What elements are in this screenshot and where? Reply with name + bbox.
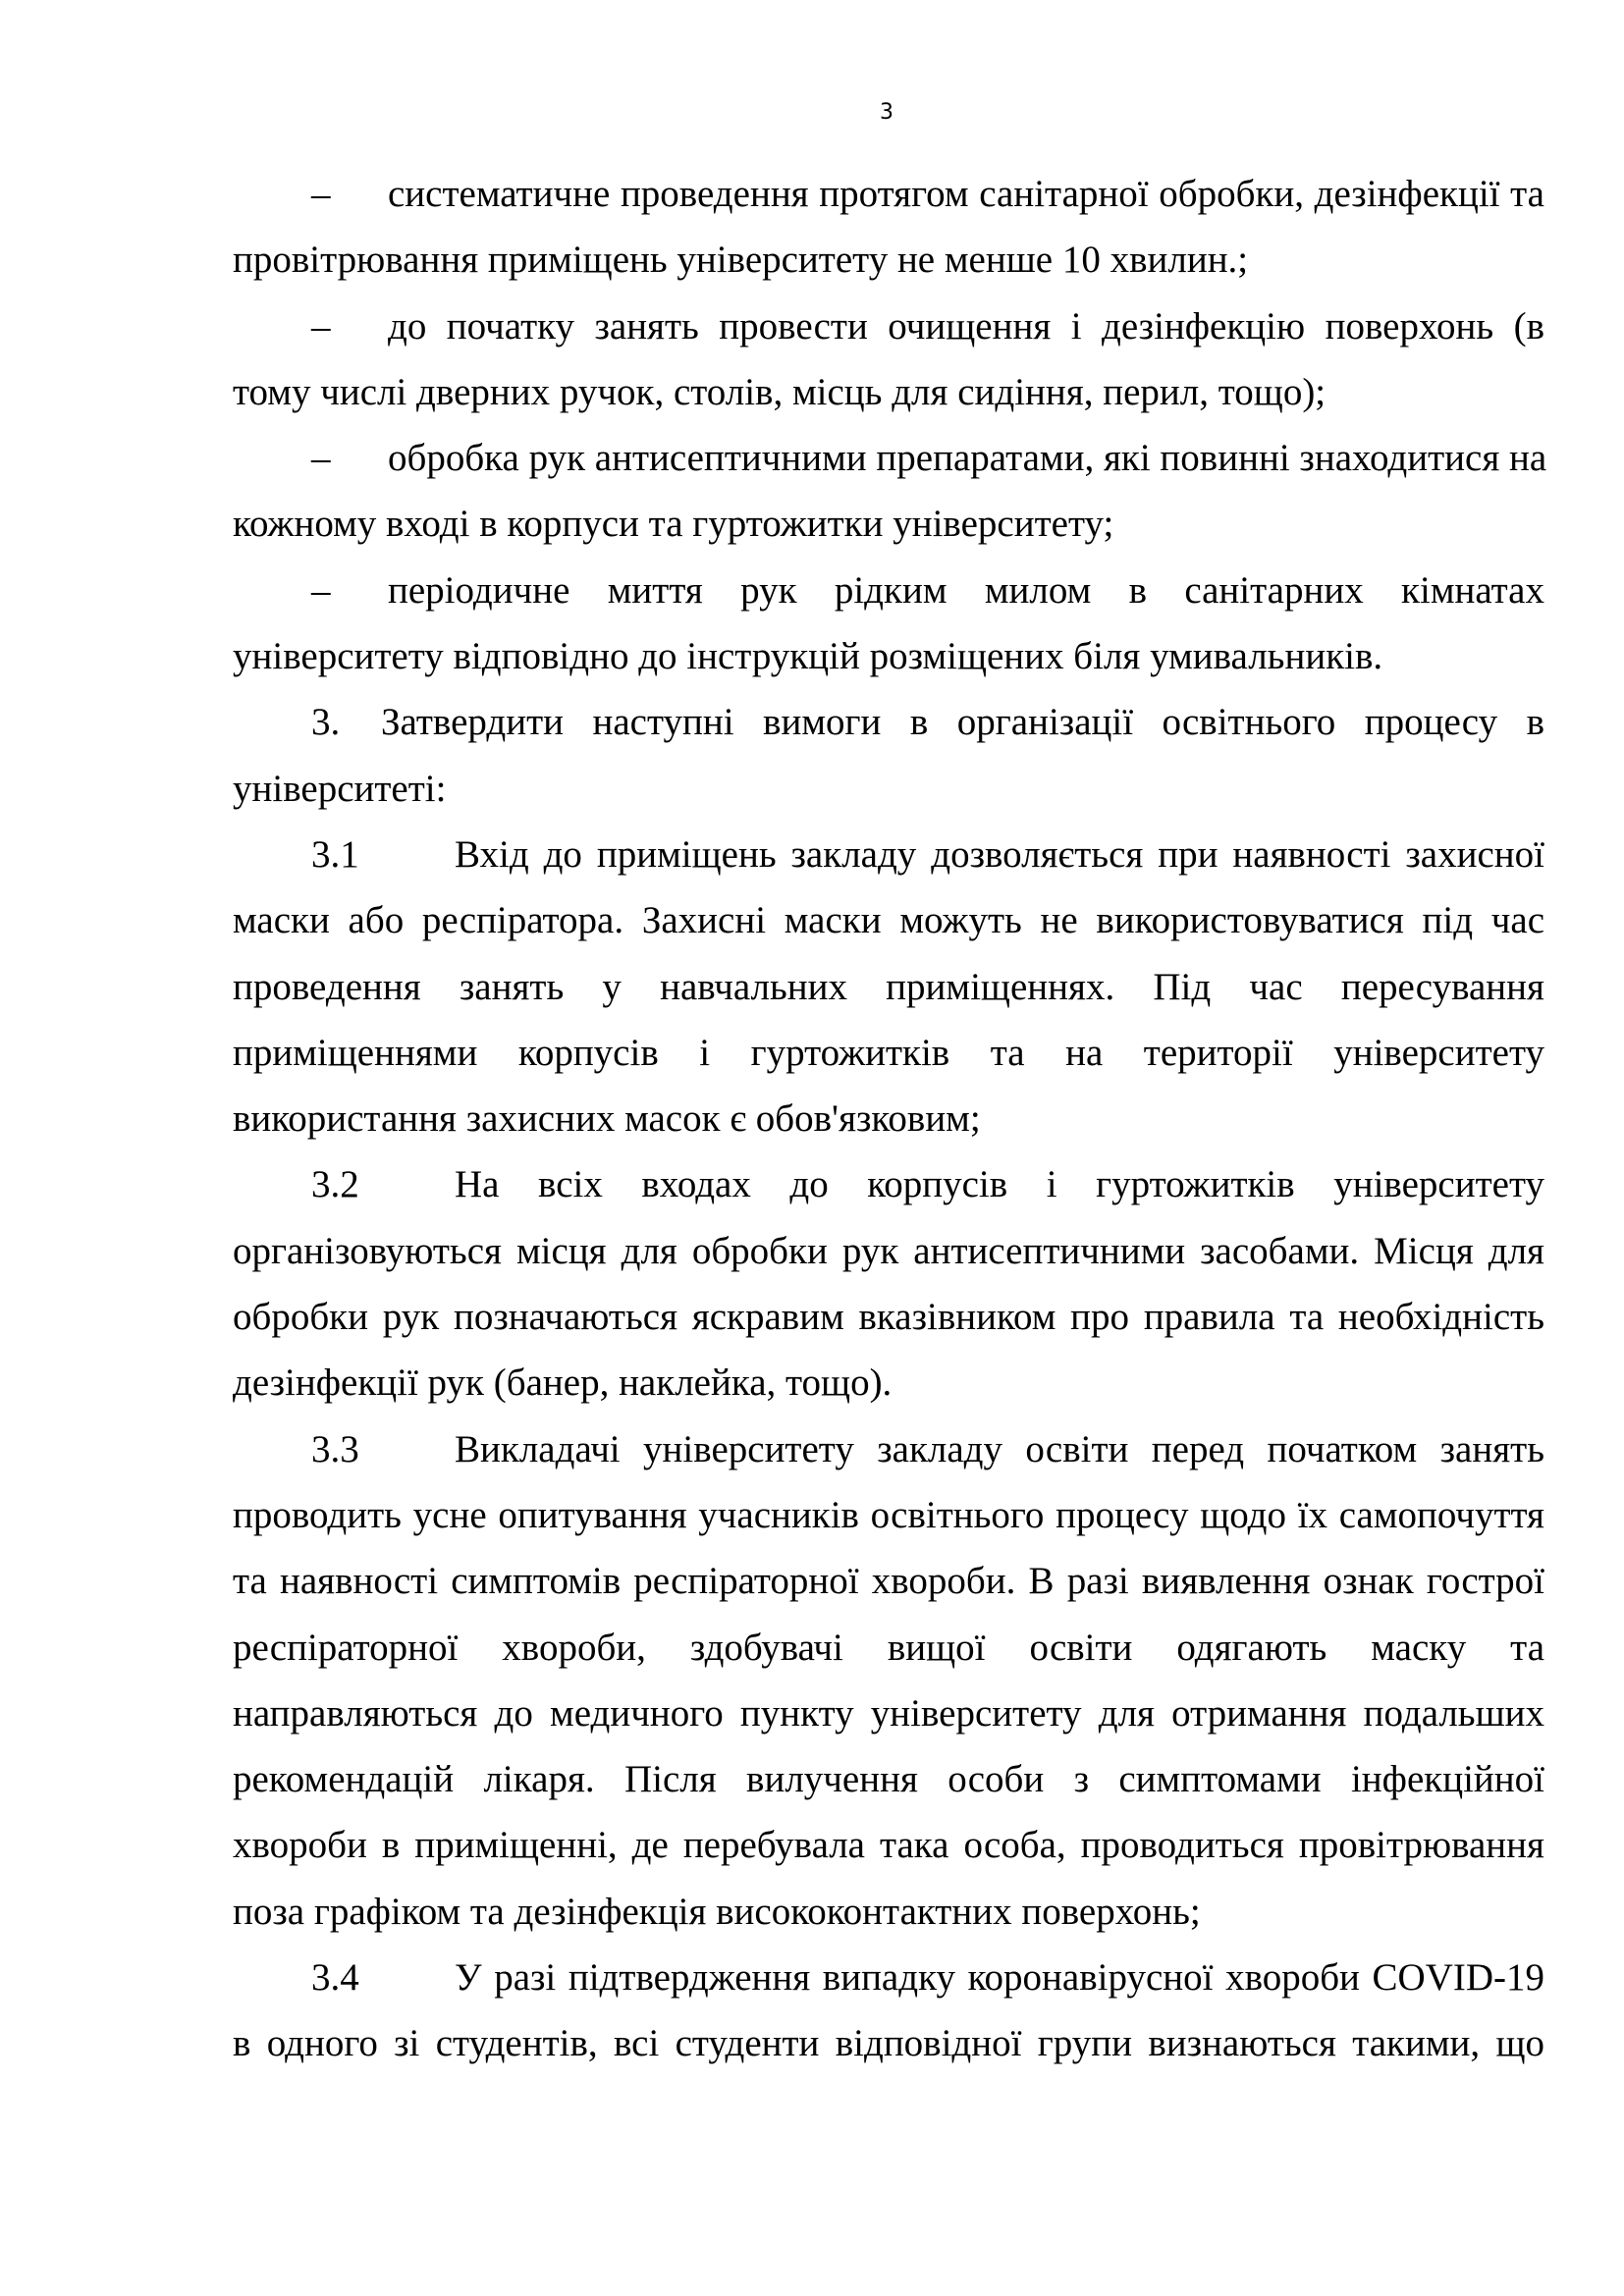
paragraph-first-line bbox=[233, 1151, 1544, 1217]
paragraph-sub-item bbox=[233, 1151, 1544, 1415]
paragraph-first-line bbox=[233, 822, 1544, 887]
text-line: поза графіком та дезінфекція висококонтактних поверхонь; bbox=[233, 1890, 1201, 1933]
list-number-marker: 3.4 bbox=[311, 1956, 359, 2000]
list-dash-marker: – bbox=[311, 173, 331, 215]
list-number-marker: 3.1 bbox=[311, 832, 359, 876]
paragraph-numbered-item bbox=[233, 689, 1544, 822]
text-line: Викладачі університету закладу освіти перед початком занять bbox=[455, 1427, 1544, 1470]
text-line: провітрювання приміщень університету не менше 10 хвилин.; bbox=[233, 239, 1249, 282]
document-body bbox=[233, 161, 1547, 2077]
text-line: тому числі дверних ручок, столів, місць для сидіння, перил, тощо); bbox=[233, 370, 1326, 413]
text-line: університеті: bbox=[233, 767, 447, 810]
text-line: використання захисних масок є обов'язковим; bbox=[233, 1097, 981, 1141]
list-number-marker: 3.2 bbox=[311, 1163, 359, 1206]
list-number-marker: 3. bbox=[311, 701, 341, 744]
text-line: Затвердити наступні вимоги в організації освітнього процесу в bbox=[381, 701, 1544, 744]
paragraph-sub-item bbox=[233, 822, 1544, 1151]
text-line: хвороби в приміщенні, де перебувала така особа, проводиться провітрювання bbox=[233, 1824, 1544, 1867]
paragraph-dash-item bbox=[233, 558, 1544, 690]
text-line: кожному вході в корпуси та гуртожитки університету; bbox=[233, 503, 1114, 546]
paragraph-dash-item bbox=[233, 425, 1547, 558]
text-line: та наявності симптомів респіраторної хвороби. В разі виявлення ознак гострої bbox=[233, 1560, 1544, 1603]
text-line: маски або респіратора. Захисні маски можуть не використовуватися під час bbox=[233, 899, 1544, 942]
text-line: до початку занять провести очищення і дезінфекцію поверхонь (в bbox=[388, 304, 1544, 347]
text-line: систематичне проведення протягом санітарної обробки, дезінфекції та bbox=[388, 173, 1544, 215]
text-line: університету відповідно до інструкцій розміщених біля умивальників. bbox=[233, 635, 1383, 678]
text-line: обробка рук антисептичними препаратами, які повинні знаходитися на bbox=[388, 437, 1547, 480]
text-line: респіраторної хвороби, здобувачі вищої освіти одягають маску та bbox=[233, 1626, 1544, 1669]
text-line: рекомендацій лікаря. Після вилучення особи з симптомами інфекційної bbox=[233, 1758, 1544, 1801]
paragraph-first-line bbox=[233, 425, 1547, 491]
text-line: обробки рук позначаються яскравим вказівником про правила та необхідність bbox=[233, 1296, 1544, 1339]
text-line: проведення занять у навчальних приміщеннях. Під час пересування bbox=[233, 965, 1544, 1008]
paragraph-first-line bbox=[233, 1416, 1544, 1482]
paragraph-dash-item bbox=[233, 161, 1544, 294]
list-dash-marker: – bbox=[311, 304, 331, 347]
paragraph-first-line bbox=[233, 161, 1544, 227]
text-line: У разі підтвердження випадку коронавірусної хвороби COVID-19 bbox=[455, 1956, 1544, 2000]
text-line: проводить усне опитування учасників освітнього процесу щодо їх самопочуття bbox=[233, 1493, 1544, 1536]
paragraph-first-line bbox=[233, 1945, 1544, 2010]
list-dash-marker: – bbox=[311, 437, 331, 480]
text-line: Вхід до приміщень закладу дозволяється при наявності захисної bbox=[455, 832, 1544, 876]
paragraph-first-line bbox=[233, 294, 1544, 359]
text-line: приміщеннями корпусів і гуртожитків та на території університету bbox=[233, 1031, 1544, 1074]
text-line: На всіх входах до корпусів і гуртожитків університету bbox=[455, 1163, 1544, 1206]
text-line: направляються до медичного пункту університету для отримання подальших bbox=[233, 1691, 1544, 1735]
list-number-marker: 3.3 bbox=[311, 1427, 359, 1470]
text-line: періодичне миття рук рідким милом в санітарних кімнатах bbox=[388, 568, 1544, 612]
paragraph-sub-item bbox=[233, 1416, 1544, 1945]
text-line: дезінфекції рук (банер, наклейка, тощо). bbox=[233, 1362, 893, 1405]
paragraph-sub-item bbox=[233, 1945, 1544, 2077]
text-line: в одного зі студентів, всі студенти відповідної групи визнаються такими, що bbox=[233, 2022, 1544, 2065]
paragraph-first-line bbox=[233, 558, 1544, 623]
paragraph-first-line bbox=[233, 689, 1544, 755]
list-dash-marker: – bbox=[311, 568, 331, 612]
paragraph-dash-item bbox=[233, 294, 1544, 426]
text-line: організовуються місця для обробки рук антисептичними засобами. Місця для bbox=[233, 1229, 1544, 1272]
page-number: 3 bbox=[880, 100, 893, 125]
